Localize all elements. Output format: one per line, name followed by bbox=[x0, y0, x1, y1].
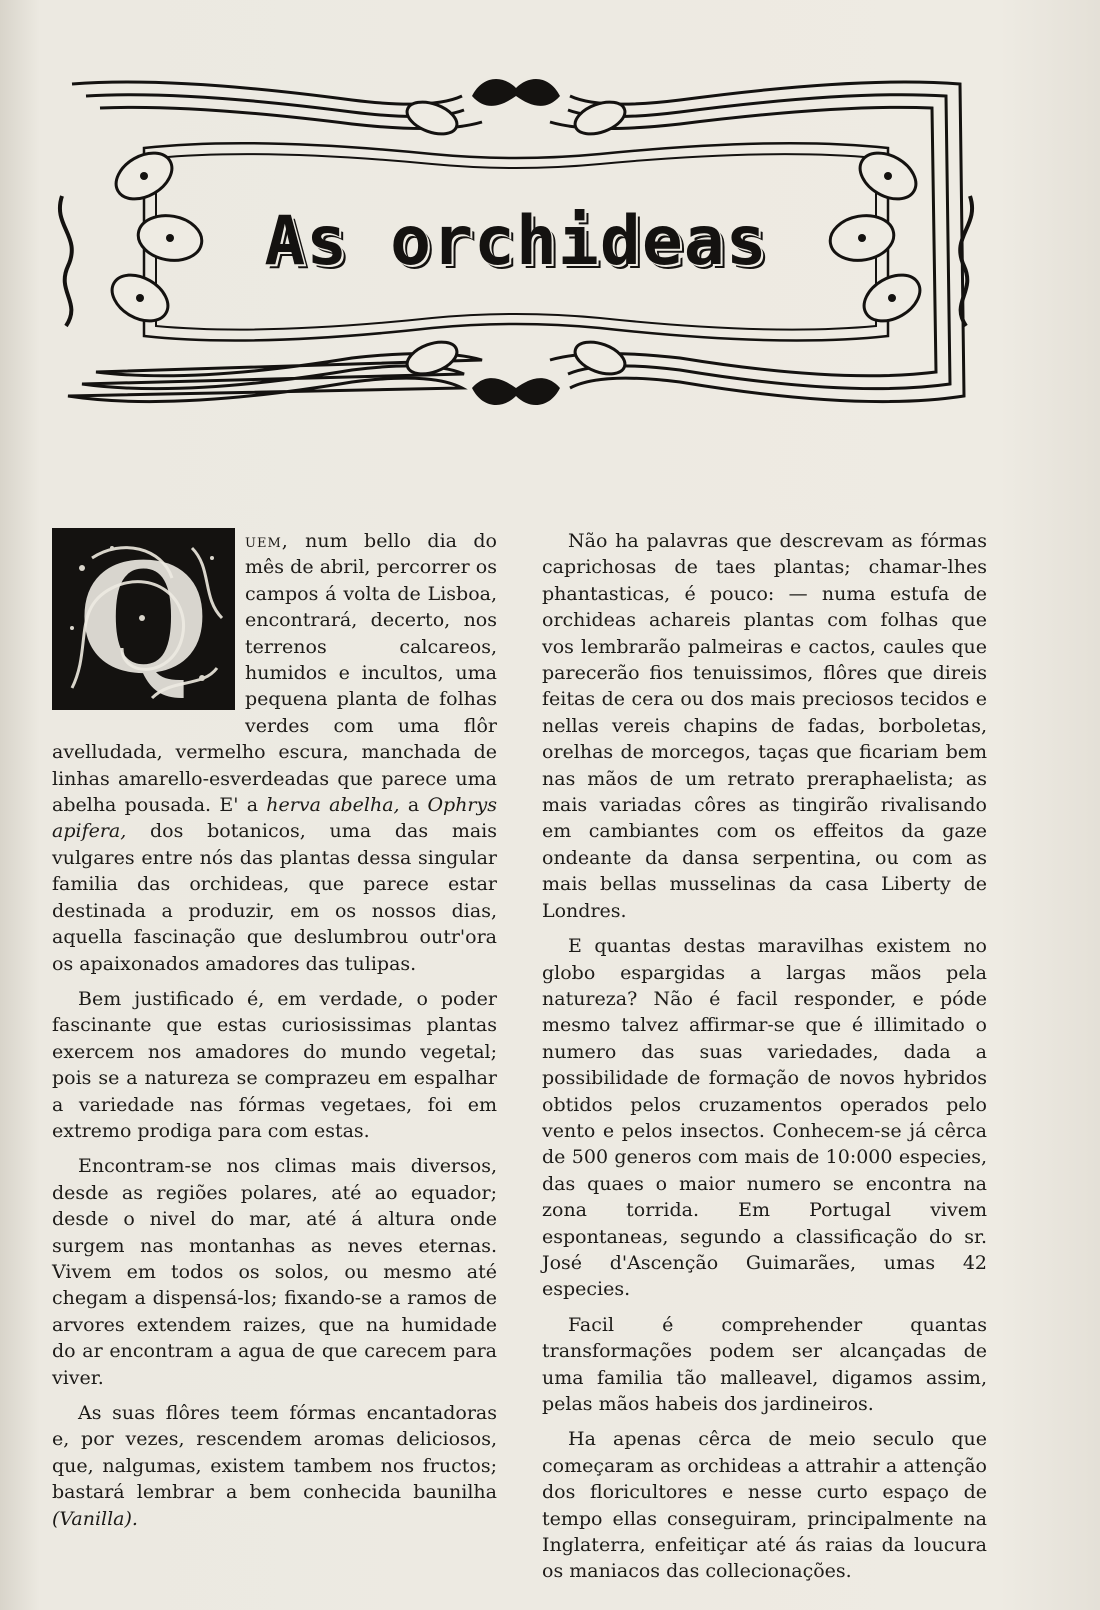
paragraph: Não ha palavras que descrevam as fórmas caprichosas de taes plantas; chamar-lhes phantasticas, é pouco: — numa estufa de orchideas achareis plantas com folhas que vos lembrarão palmeiras e cactos, caules que parecerão fios tenuissimos, flôres que direis feitas de cera ou dos mais preciosos tecidos e nellas vereis chapins de fadas, borboletas, orelhas de morcegos, taças que ficariam bem nas mãos de um retrato preraphaelista; as mais variadas côres as tingirão rivalisando em cambiantes com os effeitos da gaze ondeante da dansa serpentina, ou com as mais bellas musselinas da casa Liberty de Londres. bbox=[542, 530, 987, 922]
lead-word: uem, bbox=[245, 530, 289, 552]
ornamental-dropcap bbox=[52, 528, 235, 710]
text-run: dos botanicos, uma das mais vulgares entre nós das plantas dessa singular familia das orchideas, que parece estar destinada a produzir, em os nossos dias, aquella fascinação que deslumbrou outr'ora os apaixonados amadores das tulipas. bbox=[52, 820, 497, 975]
italic-species-name: Ophrys apifera, bbox=[52, 794, 497, 843]
paragraph: Encontram-se nos climas mais diversos, desde as regiões polares, até ao equador; desde o nivel do mar, até á altura onde surgem nas montanhas as neves eternas. Vivem em todos os solos, ou mesmo até chegam a dispensá-los; fixando-se a ramos de arvores extendem raizes, que na humidade do ar encontram a agua de que carecem para viver. bbox=[52, 1155, 497, 1389]
decorative-title-frame bbox=[52, 66, 980, 432]
dropcap-letter: Q bbox=[78, 531, 209, 707]
left-column bbox=[52, 528, 497, 1532]
text-run: num bello dia do mês de abril, percorrer os campos á volta de Lisboa, encontrará, decerto, nos terrenos calcareos, humidos e incultos, uma pequena planta de folhas verdes com uma flôr avelludada, vermelho escura, manchada de linhas amarello-esverdeadas que parece uma abelha pousada. E' a bbox=[52, 530, 497, 817]
article-title: As orchideas bbox=[264, 202, 768, 281]
paragraph: Facil é comprehender quantas transformações podem ser alcançadas de uma familia tão malleavel, digamos assim, pelas mãos habeis dos jardineiros. bbox=[542, 1313, 987, 1415]
text-run: As suas flôres teem fórmas encantadoras e, por vezes, rescendem aromas deliciosos, que, nalgumas, existem tambem nos fructos; bastará lembrar a bem conhecida baunilha bbox=[52, 1402, 497, 1504]
paragraph bbox=[52, 528, 497, 977]
paragraph bbox=[52, 1400, 497, 1532]
paragraph: Bem justificado é, em verdade, o poder fascinante que estas curiosissimas plantas exercem nos amadores do mundo vegetal; pois se a natureza se comprazeu em espalhar a variedade nas fórmas vegetaes, foi em extremo prodiga para com estas. bbox=[52, 987, 497, 1142]
text-run: a bbox=[399, 794, 428, 817]
paragraph: E quantas destas maravilhas existem no globo espargidas a largas mãos pela natureza? Não é facil responder, e póde mesmo talvez affirmar-se que é illimitado o numero das suas variedades, dada a possibilidade de formação de novos hybridos obtidos pelos cruzamentos operados pelo vento e pelos insectos. Conhecem-se já cêrca de 500 generos com mais de 10:000 especies, das quaes o maior numero se encontra na zona torrida. Em Portugal vivem espontaneas, segundo a classificação do sr. José d'Ascenção Guimarães, umas 42 especies. bbox=[542, 935, 987, 1301]
italic-species-name: herva abelha, bbox=[266, 794, 400, 817]
paragraph: Ha apenas cêrca de meio seculo que começaram as orchideas a attrahir a attenção dos floricultores e nesse curto espaço de tempo ellas conseguiram, principalmente na Inglaterra, enfeitiçar até ás raias da loucura os maniacos das collecionações. bbox=[542, 1428, 987, 1583]
italic-species-name: (Vanilla). bbox=[52, 1507, 138, 1530]
right-column bbox=[542, 528, 987, 1585]
